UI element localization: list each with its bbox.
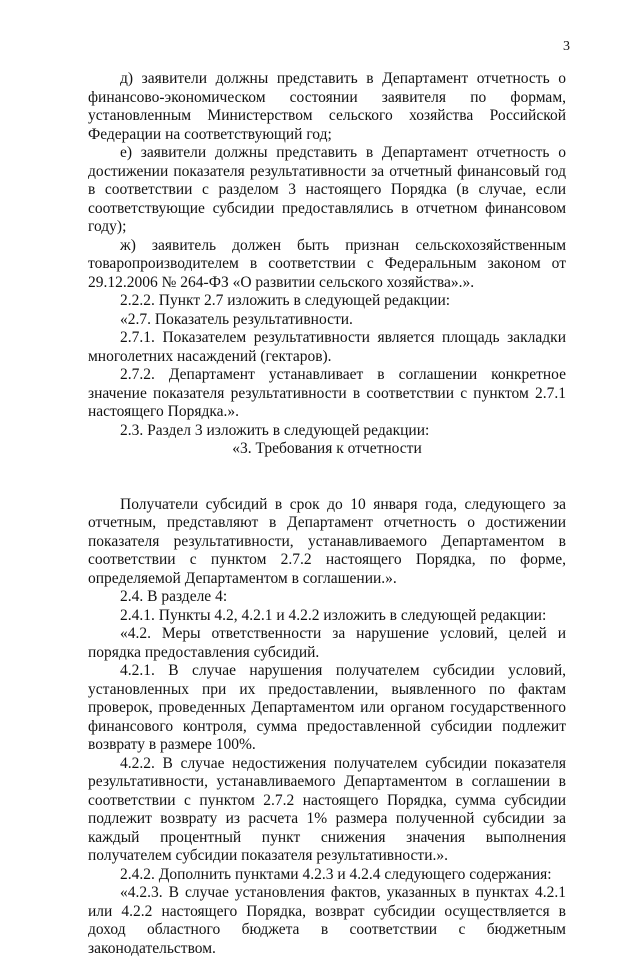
paragraph-2-7-1: 2.7.1. Показателем результативности является площадь закладки многолетних насаждений (гектаров). [88, 329, 566, 365]
page-number: 3 [563, 39, 570, 54]
paragraph-2-4-2: 2.4.2. Дополнить пунктами 4.2.3 и 4.2.4 следующего содержания: [120, 865, 552, 883]
paragraph-2-4-1: 2.4.1. Пункты 4.2, 4.2.1 и 4.2.2 изложить в следующей редакции: [120, 606, 547, 624]
paragraph-4-2-2: 4.2.2. В случае недостижения получателем субсидии показателя результативности, устанавливаемого Департаментом в соглашении в соответствии с пунктом 2.7.2 настоящего Порядка, сумма субсидии подлежит возврату из расчета 1% размера полученной субсидии за каждый процентный пункт снижения значения выполнения получателем субсидии показателя результативности.». [88, 754, 566, 864]
paragraph-2-4: 2.4. В разделе 4: [120, 588, 228, 605]
paragraph-reporting: Получатели субсидий в срок до 10 января года, следующего за отчетным, представляют в Департамент отчетность о достижении показателя результативности, устанавливаемого Департаментом в соответствии с пунктом 2.7.2 настоящего Порядка, по форме, определяемой Департаментом в соглашении.». [88, 495, 566, 587]
paragraph-2-3: 2.3. Раздел 3 изложить в следующей редакции: [120, 421, 430, 439]
paragraph-2-7-2: 2.7.2. Департамент устанавливает в соглашении конкретное значение показателя результативности в соответствии с пунктом 2.7.1 настоящего Порядка.». [88, 366, 566, 420]
paragraph-2-2-2: 2.2.2. Пункт 2.7 изложить в следующей редакции: [120, 292, 451, 309]
paragraph-4-2: «4.2. Меры ответственности за нарушение условий, целей и порядка предоставления субсидий. [88, 625, 566, 661]
paragraph-2-7: «2.7. Показатель результативности. [120, 310, 353, 328]
paragraph-item-e: е) заявители должны представить в Департамент отчетность о достижении показателя результативности за отчетный финансовый год в соответствии с разделом 3 настоящего Порядка (в случае, если соответствующие субсидии предоставлялись в отчетном финансовом году); [88, 144, 566, 235]
paragraph-item-d: д) заявители должны представить в Департамент отчетность о финансово-экономическом состоянии заявителя по формам, установленным Министерством сельского хозяйства Российской Федерации на соответствующий год; [88, 70, 566, 143]
paragraph-item-zh: ж) заявитель должен быть признан сельскохозяйственным товаропроизводителем в соответствии с Федеральным законом от 29.12.2006 № 264-ФЗ «О развитии сельского хозяйства».». [88, 236, 566, 291]
paragraph-4-2-1: 4.2.1. В случае нарушения получателем субсидии условий, установленных при их предоставлении, выявленного по фактам проверок, проведенных Департаментом или органом государственного финансового контроля, сумма предоставленной субсидии подлежит возврату в размере 100%. [88, 662, 566, 753]
section-3-heading: «3. Требования к отчетности [232, 440, 422, 457]
document-body [88, 70, 566, 958]
paragraph-4-2-3: «4.2.3. В случае установления фактов, указанных в пунктах 4.2.1 или 4.2.2 настоящего Порядка, возврат субсидии осуществляется в доход областного бюджета в соответствии с бюджетным законодательством. [88, 884, 566, 957]
